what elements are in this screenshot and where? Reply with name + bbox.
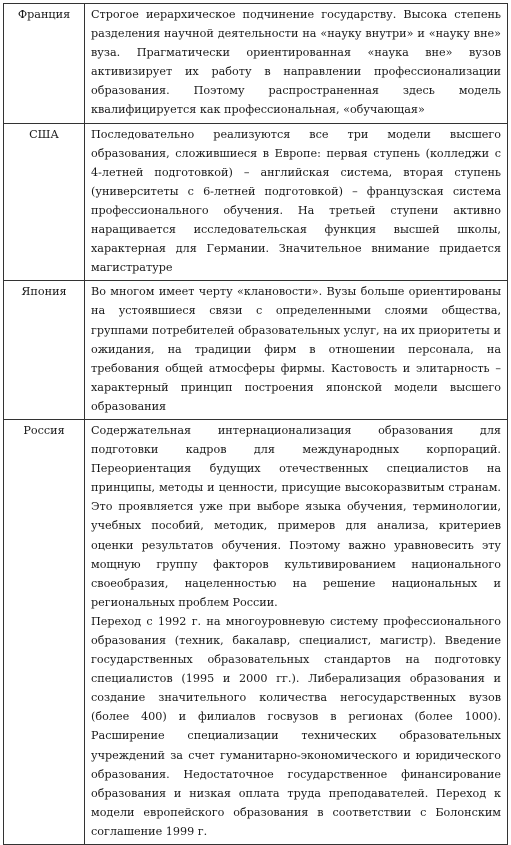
description-cell <box>85 123 508 281</box>
education-models-table <box>3 3 508 845</box>
description-cell <box>85 419 508 844</box>
table-row-france <box>4 4 508 124</box>
description-paragraph: Последовательно реализуются все три модели высшего образования, сложившиеся в Европе: первая ступень (колледжи с 4-летней подготовкой) – английская система, вторая ступень (университеты с 6-летней подготовкой) – французская система профессионального обучения. На третьей ступени активно наращивается исследовательская функция высшей школы, характерная для Германии. Значительное внимание придается магистратуре <box>91 127 501 275</box>
table-row-usa <box>4 123 508 281</box>
country-cell: США <box>4 123 85 281</box>
description-paragraph: Во многом имеет черту «клановости». Вузы больше ориентированы на устоявшиеся связи с определенными слоями общества, группами потребителей образовательных услуг, на их приоритеты и ожидания, на традиции фирм в отношении персонала, на требования общей атмосферы фирмы. Кастовость и элитарность – характерный принцип построения японской модели высшего образования <box>91 285 501 413</box>
country-cell: Япония <box>4 281 85 420</box>
country-cell: Франция <box>4 4 85 124</box>
table-row-russia <box>4 419 508 844</box>
description-cell <box>85 4 508 124</box>
country-cell: Россия <box>4 419 85 844</box>
description-paragraph: Строгое иерархическое подчинение государству. Высока степень разделения научной деятельности на «науку внутри» и «науку вне» вуза. Прагматически ориентированная «наука вне» вузов активизирует их работу в направлении профессионализации образования. Поэтому распространенная здесь модель квалифицируется как профессиональная, «обучающая» <box>91 8 501 117</box>
description-paragraph: Переход с 1992 г. на многоуровневую систему профессионального образования (техник, бакалавр, специалист, магистр). Введение государственных образовательных стандартов на подготовку специалистов (1995 и 2000 гг.). Либерализация образования и создание значительного количества негосударственных вузов (более 400) и филиалов госвузов в регионах (более 1000). Расширение специализации технических образовательных учреждений за счет гуманитарно-экономического и юридического образования. Недостаточное государственное финансирование образования и низкая оплата труда преподавателей. Переход к модели европейского образования в соответствии с Болонским соглашение 1999 г. <box>91 614 501 838</box>
table-row-japan <box>4 281 508 420</box>
description-cell <box>85 281 508 420</box>
description-paragraph: Содержательная интернационализация образования для подготовки кадров для международных корпораций. Переориентация будущих отечественных специалистов на принципы, методы и ценности, присущие высокоразвитым странам. Это проявляется уже при выборе языка обучения, терминологии, учебных пособий, методик, примеров для анализа, критериев оценки результатов обучения. Поэтому важно уравновесить эту мощную группу факторов культивированием национального своеобразия, нацеленностью на решение национальных и региональных проблем России. <box>91 423 501 609</box>
